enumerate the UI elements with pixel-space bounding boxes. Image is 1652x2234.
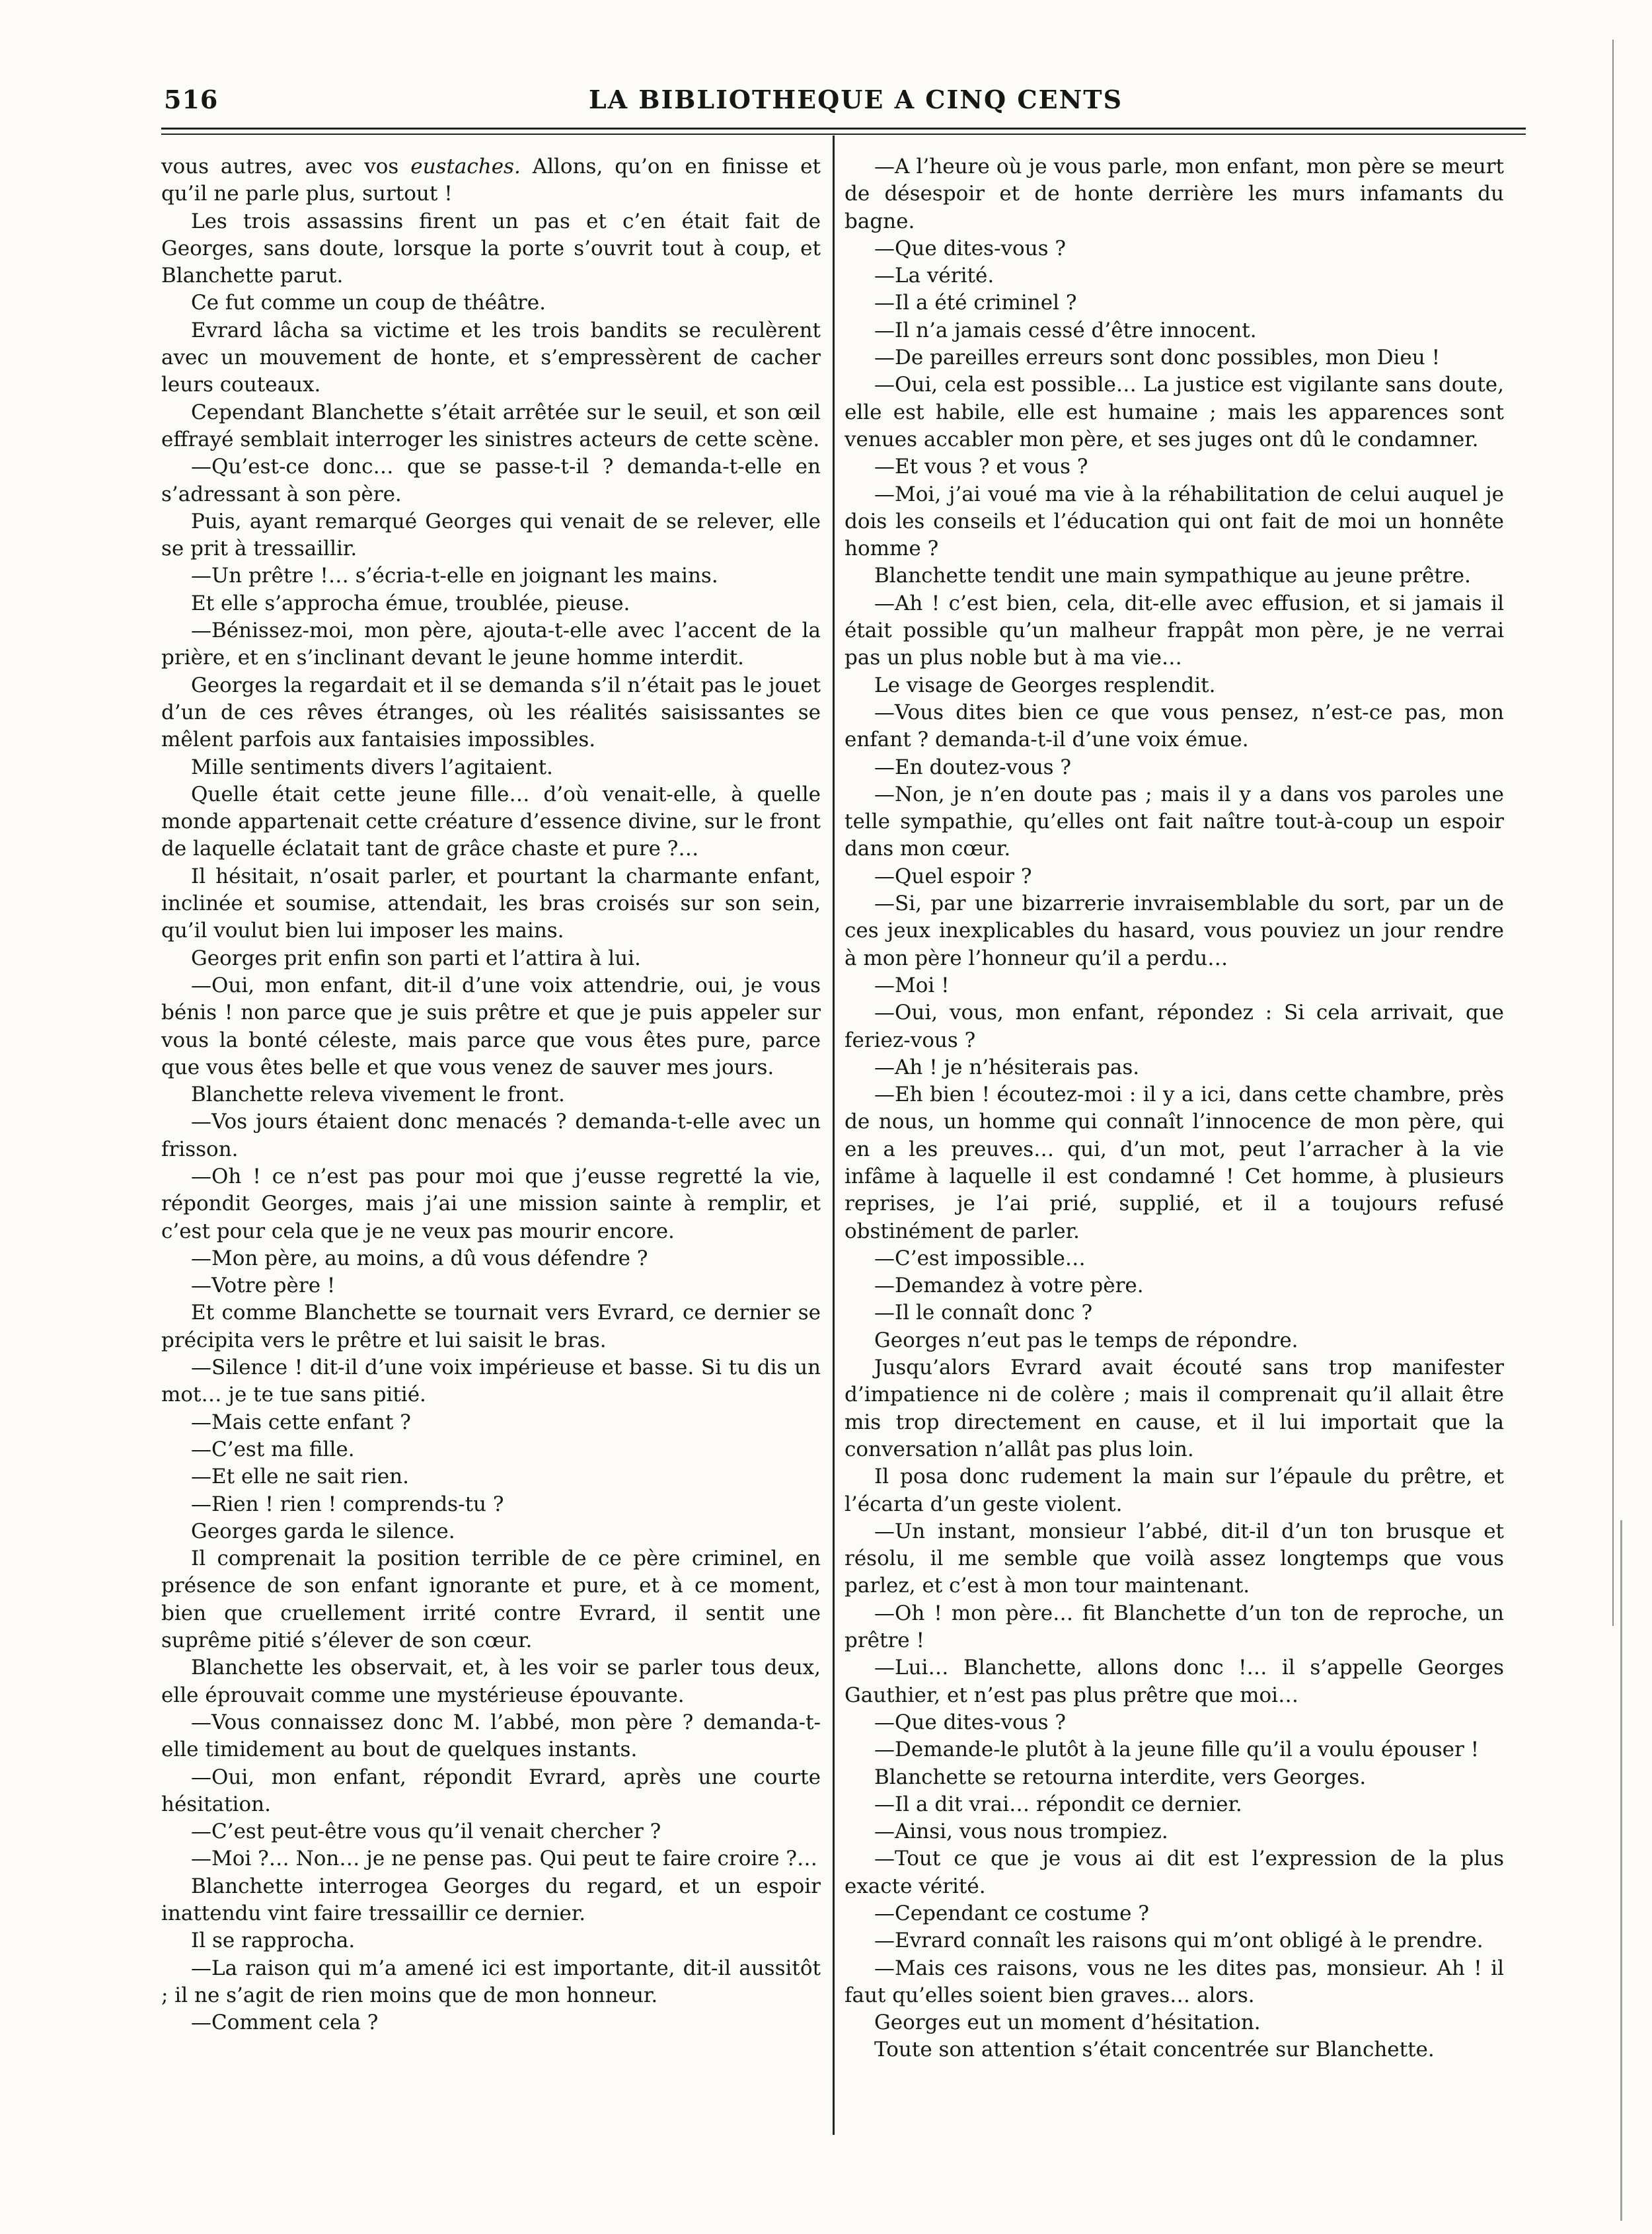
paragraph: Georges garda le silence. xyxy=(191,1519,455,1543)
paragraph: —Mais ces raisons, vous ne les dites pas, monsieur. Ah ! il faut qu’elles soient bien graves… alors. xyxy=(845,1956,1504,2007)
paragraph: —Tout ce que je vous ai dit est l’expression de la plus exacte vérité. xyxy=(845,1847,1504,1898)
page-number: 516 xyxy=(164,85,219,114)
paragraph: —Il le connaît donc ? xyxy=(874,1301,1093,1325)
paragraph: —Eh bien ! écoutez-moi : il y a ici, dans cette chambre, près de nous, un homme qui connaît l’innocence de mon père, qui en a les preuves… qui, d’un mot, peut l’arracher à la vie infâme à laquelle il est condamné ! Cet homme, à plusieurs reprises, je l’ai prié, supplié, et il a toujours refusé obstinément de parler. xyxy=(845,1083,1504,1243)
paragraph: Georges prit enfin son parti et l’attira à lui. xyxy=(191,946,641,970)
paragraph: —Il n’a jamais cessé d’être innocent. xyxy=(874,318,1257,342)
paragraph: —Lui… Blanchette, allons donc !… il s’appelle Georges Gauthier, et n’est pas plus prêtre que moi… xyxy=(845,1656,1504,1707)
paragraph: —Ah ! je n’hésiterais pas. xyxy=(874,1055,1140,1079)
paragraph: —Ainsi, vous nous trompiez. xyxy=(874,1820,1168,1844)
paragraph: Il comprenait la position terrible de ce père criminel, en présence de son enfant ignorante et pure, et à ce moment, bien que cruellement irrité contre Evrard, il sentit une suprême pitié s’élever de son cœur. xyxy=(161,1547,821,1653)
header-rule-thick xyxy=(161,128,1526,130)
paragraph: —Mon père, au moins, a dû vous défendre ? xyxy=(191,1246,648,1270)
paragraph: —Mais cette enfant ? xyxy=(191,1410,411,1434)
paragraph: Blanchette tendit une main sympathique au jeune prêtre. xyxy=(874,564,1471,588)
paragraph: —Cependant ce costume ? xyxy=(874,1902,1149,1925)
scan-edge-mark xyxy=(1620,1520,1622,2221)
paragraph: Mille sentiments divers l’agitaient. xyxy=(191,755,553,779)
column-divider xyxy=(833,135,835,2135)
paragraph: —Oui, mon enfant, répondit Evrard, après une courte hésitation. xyxy=(161,1765,821,1816)
paragraph: —C’est impossible… xyxy=(874,1246,1086,1270)
paragraph: Georges la regardait et il se demanda s’il n’était pas le jouet d’un de ces rêves étranges, où les réalités saisissantes se mêlent parfois aux fantaisies impossibles. xyxy=(161,673,821,752)
paragraph: —Ah ! c’est bien, cela, dit-elle avec effusion, et si jamais il était possible qu’un malheur frappât mon père, je ne verrai pas un plus noble but à ma vie… xyxy=(845,591,1504,670)
paragraph: Et elle s’approcha émue, troublée, pieuse. xyxy=(191,591,630,615)
paragraph: —Vous dites bien ce que vous pensez, n’est-ce pas, mon enfant ? demanda-t-il d’une voix émue. xyxy=(845,700,1504,752)
paragraph: —Que dites-vous ? xyxy=(874,1710,1067,1734)
paragraph: —Oui, cela est possible… La justice est vigilante sans doute, elle est habile, elle est humaine ; mais les apparences sont venues accabler mon père, et ses juges ont dû le condamner. xyxy=(845,373,1504,451)
paragraph: —Si, par une bizarrerie invraisemblable du sort, par un de ces jeux inexplicables du hasard, vous pouviez un jour rendre à mon père l’honneur qu’il a perdu… xyxy=(845,892,1504,970)
paragraph: Georges n’eut pas le temps de répondre. xyxy=(874,1328,1298,1352)
paragraph: Le visage de Georges resplendit. xyxy=(874,673,1216,697)
paragraph: —Rien ! rien ! comprends-tu ? xyxy=(191,1492,504,1516)
paragraph: Blanchette releva vivement le front. xyxy=(191,1083,565,1107)
right-column xyxy=(845,153,1504,2064)
paragraph: —Oui, mon enfant, dit-il d’une voix attendrie, oui, je vous bénis ! non parce que je suis prêtre et que je puis appeler sur vous la bonté céleste, mais parce que vous êtes pure, parce que vous êtes belle et que vous venez de sauver mes jours. xyxy=(161,973,821,1079)
paragraph: —Demandez à votre père. xyxy=(874,1274,1144,1298)
running-title: LA BIBLIOTHEQUE A CINQ CENTS xyxy=(588,85,1123,114)
paragraph: Il se rapprocha. xyxy=(191,1929,356,1953)
paragraph: —Demande-le plutôt à la jeune fille qu’il a voulu épouser ! xyxy=(874,1738,1480,1762)
paragraph: —Il a été criminel ? xyxy=(874,291,1077,315)
paragraph: Evrard lâcha sa victime et les trois bandits se reculèrent avec un mouvement de honte, et s’empressèrent de cacher leurs couteaux. xyxy=(161,318,821,397)
paragraph: Jusqu’alors Evrard avait écouté sans trop manifester d’impatience ni de colère ; mais il comprenait qu’il allait être mis trop directement en cause, et il lui importait que la conversation n’allât pas plus loin. xyxy=(845,1356,1504,1461)
paragraph: Georges eut un moment d’hésitation. xyxy=(874,2011,1261,2035)
paragraph: —A l’heure où je vous parle, mon enfant, mon père se meurt de désespoir et de honte derrière les murs infamants du bagne. xyxy=(845,155,1504,233)
paragraph: —Oh ! mon père… fit Blanchette d’un ton de reproche, un prêtre ! xyxy=(845,1601,1504,1653)
paragraph: —Qu’est-ce donc… que se passe-t-il ? demanda-t-elle en s’adressant à son père. xyxy=(161,455,821,506)
paragraph: —Silence ! dit-il d’une voix impérieuse et basse. Si tu dis un mot… je te tue sans pitié. xyxy=(161,1356,821,1407)
paragraph: Il hésitait, n’osait parler, et pourtant la charmante enfant, inclinée et soumise, attendait, les bras croisés sur son sein, qu’il voulut bien lui imposer les mains. xyxy=(161,864,821,943)
paragraph: Ce fut comme un coup de théâtre. xyxy=(191,291,546,315)
paragraph: vous autres, avec vos eustaches. Allons, qu’on en finisse et qu’il ne parle plus, surtout ! xyxy=(161,155,821,206)
paragraph: Puis, ayant remarqué Georges qui venait de se relever, elle se prit à tressaillir. xyxy=(161,509,821,561)
paragraph: —Non, je n’en doute pas ; mais il y a dans vos paroles une telle sympathie, qu’elles ont fait naître tout-à-coup un espoir dans mon cœur. xyxy=(845,782,1504,861)
paragraph: —Votre père ! xyxy=(191,1274,336,1298)
paragraph: Et comme Blanchette se tournait vers Evrard, ce dernier se précipita vers le prêtre et lui saisit le bras. xyxy=(161,1301,821,1352)
paragraph: —Un prêtre !… s’écria-t-elle en joignant les mains. xyxy=(191,564,718,588)
paragraph: Toute son attention s’était concentrée sur Blanchette. xyxy=(874,2038,1435,2062)
paragraph: Blanchette les observait, et, à les voir se parler tous deux, elle éprouvait comme une mystérieuse épouvante. xyxy=(161,1656,821,1707)
paragraph: —Vous connaissez donc M. l’abbé, mon père ? demanda-t-elle timidement au bout de quelques instants. xyxy=(161,1710,821,1762)
paragraph: —Moi, j’ai voué ma vie à la réhabilitation de celui auquel je dois les conseils et l’éducation qui ont fait de moi un honnête homme ? xyxy=(845,482,1504,561)
paragraph: —Bénissez-moi, mon père, ajouta-t-elle avec l’accent de la prière, et en s’inclinant devant le jeune homme interdit. xyxy=(161,619,821,670)
paragraph: —Comment cela ? xyxy=(191,2011,379,2035)
paragraph: Il posa donc rudement la main sur l’épaule du prêtre, et l’écarta d’un geste violent. xyxy=(845,1465,1504,1516)
paragraph: Blanchette interrogea Georges du regard, et un espoir inattendu vint faire tressaillir ce dernier. xyxy=(161,1874,821,1925)
paragraph: —Quel espoir ? xyxy=(874,864,1032,888)
paragraph: —De pareilles erreurs sont donc possibles, mon Dieu ! xyxy=(874,346,1441,370)
paragraph: —Oh ! ce n’est pas pour moi que j’eusse regretté la vie, répondit Georges, mais j’ai une mission sainte à remplir, et c’est pour cela que je ne veux pas mourir encore. xyxy=(161,1164,821,1243)
paragraph: —En doutez-vous ? xyxy=(874,755,1072,779)
paragraph: Cependant Blanchette s’était arrêtée sur le seuil, et son œil effrayé semblait interroger les sinistres acteurs de cette scène. xyxy=(161,400,821,451)
left-column xyxy=(161,153,821,2036)
paragraph: Blanchette se retourna interdite, vers Georges. xyxy=(874,1765,1367,1789)
paragraph: —Vos jours étaient donc menacés ? demanda-t-elle avec un frisson. xyxy=(161,1110,821,1161)
paragraph: —Moi ?… Non… je ne pense pas. Qui peut te faire croire ?… xyxy=(191,1847,817,1871)
paragraph: —Oui, vous, mon enfant, répondez : Si cela arrivait, que feriez-vous ? xyxy=(845,1001,1504,1052)
scan-edge-mark xyxy=(1612,40,1614,1626)
paragraph: —La raison qui m’a amené ici est importante, dit-il aussitôt ; il ne s’agit de rien moins que de mon honneur. xyxy=(161,1956,821,2007)
header-rule-thin xyxy=(161,134,1526,135)
paragraph: —Que dites-vous ? xyxy=(874,236,1067,260)
paragraph: —Un instant, monsieur l’abbé, dit-il d’un ton brusque et résolu, il me semble que voilà assez longtemps que vous parlez, et c’est à mon tour maintenant. xyxy=(845,1519,1504,1598)
paragraph: —Et vous ? et vous ? xyxy=(874,455,1088,479)
paragraph: —C’est ma fille. xyxy=(191,1437,355,1461)
paragraph: —Et elle ne sait rien. xyxy=(191,1465,409,1489)
paragraph: Quelle était cette jeune fille… d’où venait-elle, à quelle monde appartenait cette créature d’essence divine, sur le front de laquelle éclatait tant de grâce chaste et pure ?… xyxy=(161,782,821,861)
paragraph: —Il a dit vrai… répondit ce dernier. xyxy=(874,1792,1242,1816)
paragraph: —C’est peut-être vous qu’il venait chercher ? xyxy=(191,1820,661,1844)
paragraph: Les trois assassins firent un pas et c’en était fait de Georges, sans doute, lorsque la porte s’ouvrit tout à coup, et Blanchette parut. xyxy=(161,209,821,288)
paragraph: —La vérité. xyxy=(874,264,995,288)
paragraph: —Evrard connaît les raisons qui m’ont obligé à le prendre. xyxy=(874,1929,1483,1953)
paragraph: —Moi ! xyxy=(874,973,950,997)
